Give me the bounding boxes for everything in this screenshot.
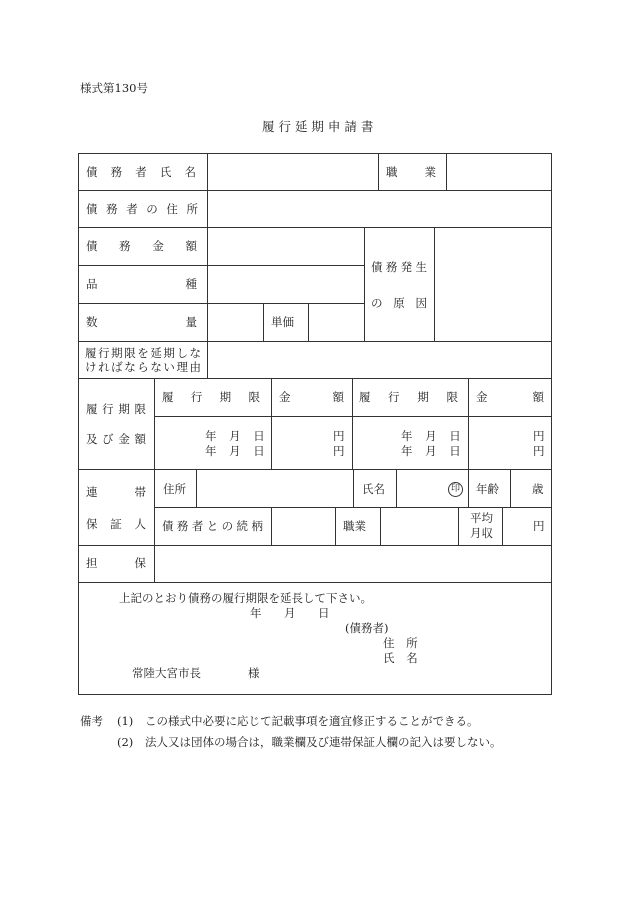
age-unit: 歳 [532, 482, 544, 496]
guarantor-label-2: 保 証 人 [86, 517, 146, 531]
relation-label: 債 務 者 と の 続 柄 [162, 519, 263, 533]
debtor-address-label: 債 務 者 の 住 所 [86, 202, 198, 216]
col-divider [271, 507, 272, 545]
row-divider [78, 582, 552, 583]
income-label-1: 平均 [470, 511, 493, 525]
note-text: この様式中必要に応じて記載事項を適宜修正することができる。 [145, 714, 479, 728]
row-divider [78, 227, 552, 228]
yen-unit: 円 [333, 444, 345, 458]
row-divider [78, 303, 364, 304]
guarantor-label-1: 連 帯 [86, 485, 146, 499]
debtor-name-label: 債 務 者 氏 名 [86, 165, 196, 179]
seal-mark: 印 [448, 482, 463, 497]
yen-unit: 円 [333, 429, 345, 443]
col-divider [502, 507, 503, 545]
col-divider [263, 303, 264, 341]
col-divider [364, 227, 365, 341]
debtor-name-label: 氏 名 [383, 651, 418, 665]
col-divider [458, 507, 459, 545]
col-divider [468, 378, 469, 469]
col-divider [378, 153, 379, 190]
deadline-date: 年 月 日 [205, 429, 265, 443]
col-divider [396, 469, 397, 507]
col-divider [207, 153, 208, 341]
income-label-2: 月収 [470, 526, 493, 540]
age-label: 年齢 [476, 482, 499, 496]
deadline-col-header: 履 行 期 限 [162, 390, 260, 404]
cause-label-2: の 原 因 [371, 296, 427, 310]
col-divider [446, 153, 447, 190]
form-number: 様式第130号 [80, 81, 148, 95]
guarantor-name-label: 氏名 [362, 482, 385, 496]
col-divider [352, 378, 353, 469]
reason-label-2: け れ ば な ら な い 理 由 [85, 360, 201, 374]
date-year: 年 [250, 606, 262, 620]
amount-col-header: 金 額 [476, 390, 544, 404]
row-divider [154, 507, 552, 508]
col-divider [196, 469, 197, 507]
reason-label-1: 履 行 期 限 を 延 期 し な [85, 346, 201, 360]
note-text: 法人又は団体の場合は，職業欄及び連帯保証人欄の記入は要しない。 [145, 735, 502, 749]
collateral-label: 担 保 [86, 556, 146, 570]
form-title: 履 行 延 期 申 請 書 [262, 119, 374, 134]
yen-unit: 円 [533, 429, 545, 443]
yen-unit: 円 [533, 444, 545, 458]
col-divider [468, 469, 469, 507]
row-divider [78, 545, 552, 546]
honorific: 様 [248, 666, 260, 680]
item-label: 品 種 [86, 277, 197, 291]
row-divider [78, 265, 364, 266]
deadline-col-header: 履 行 期 限 [359, 390, 458, 404]
deadline-date: 年 月 日 [205, 444, 265, 458]
col-divider [271, 378, 272, 469]
row-divider [78, 190, 552, 191]
deadline-date: 年 月 日 [401, 444, 461, 458]
deadline-label-1: 履 行 期 限 [86, 402, 146, 416]
col-divider [380, 507, 381, 545]
col-divider [154, 378, 155, 582]
guarantor-occupation-label: 職業 [343, 519, 366, 533]
row-divider [154, 416, 552, 417]
addressee: 常陸大宮市長 [132, 666, 201, 680]
col-divider [308, 303, 309, 341]
col-divider [335, 507, 336, 545]
quantity-label: 数 量 [86, 315, 197, 329]
occupation-label: 職 業 [386, 165, 436, 179]
col-divider [207, 341, 208, 378]
row-divider [78, 341, 552, 342]
unit-price-label: 単価 [271, 315, 294, 329]
row-divider [78, 469, 552, 470]
date-day: 日 [318, 606, 330, 620]
note-number: (2) [117, 735, 134, 749]
declaration-text: 上記のとおり債務の履行期限を延長して下さい。 [119, 591, 372, 605]
application-form-table [78, 153, 552, 695]
debt-amount-label: 債 務 金 額 [86, 239, 197, 253]
deadline-label-2: 及 び 金 額 [86, 432, 146, 446]
date-month: 月 [284, 606, 296, 620]
cause-label-1: 債 務 発 生 [371, 260, 427, 274]
col-divider [353, 469, 354, 507]
col-divider [510, 469, 511, 507]
debtor-label: (債務者) [345, 621, 389, 635]
notes-label: 備考 [80, 714, 103, 728]
row-divider [78, 378, 552, 379]
guarantor-address-label: 住所 [163, 482, 186, 496]
note-number: (1) [117, 714, 134, 728]
debtor-address-label: 住 所 [383, 636, 418, 650]
amount-col-header: 金 額 [279, 390, 344, 404]
col-divider [434, 227, 435, 341]
income-unit: 円 [533, 519, 545, 533]
deadline-date: 年 月 日 [401, 429, 461, 443]
